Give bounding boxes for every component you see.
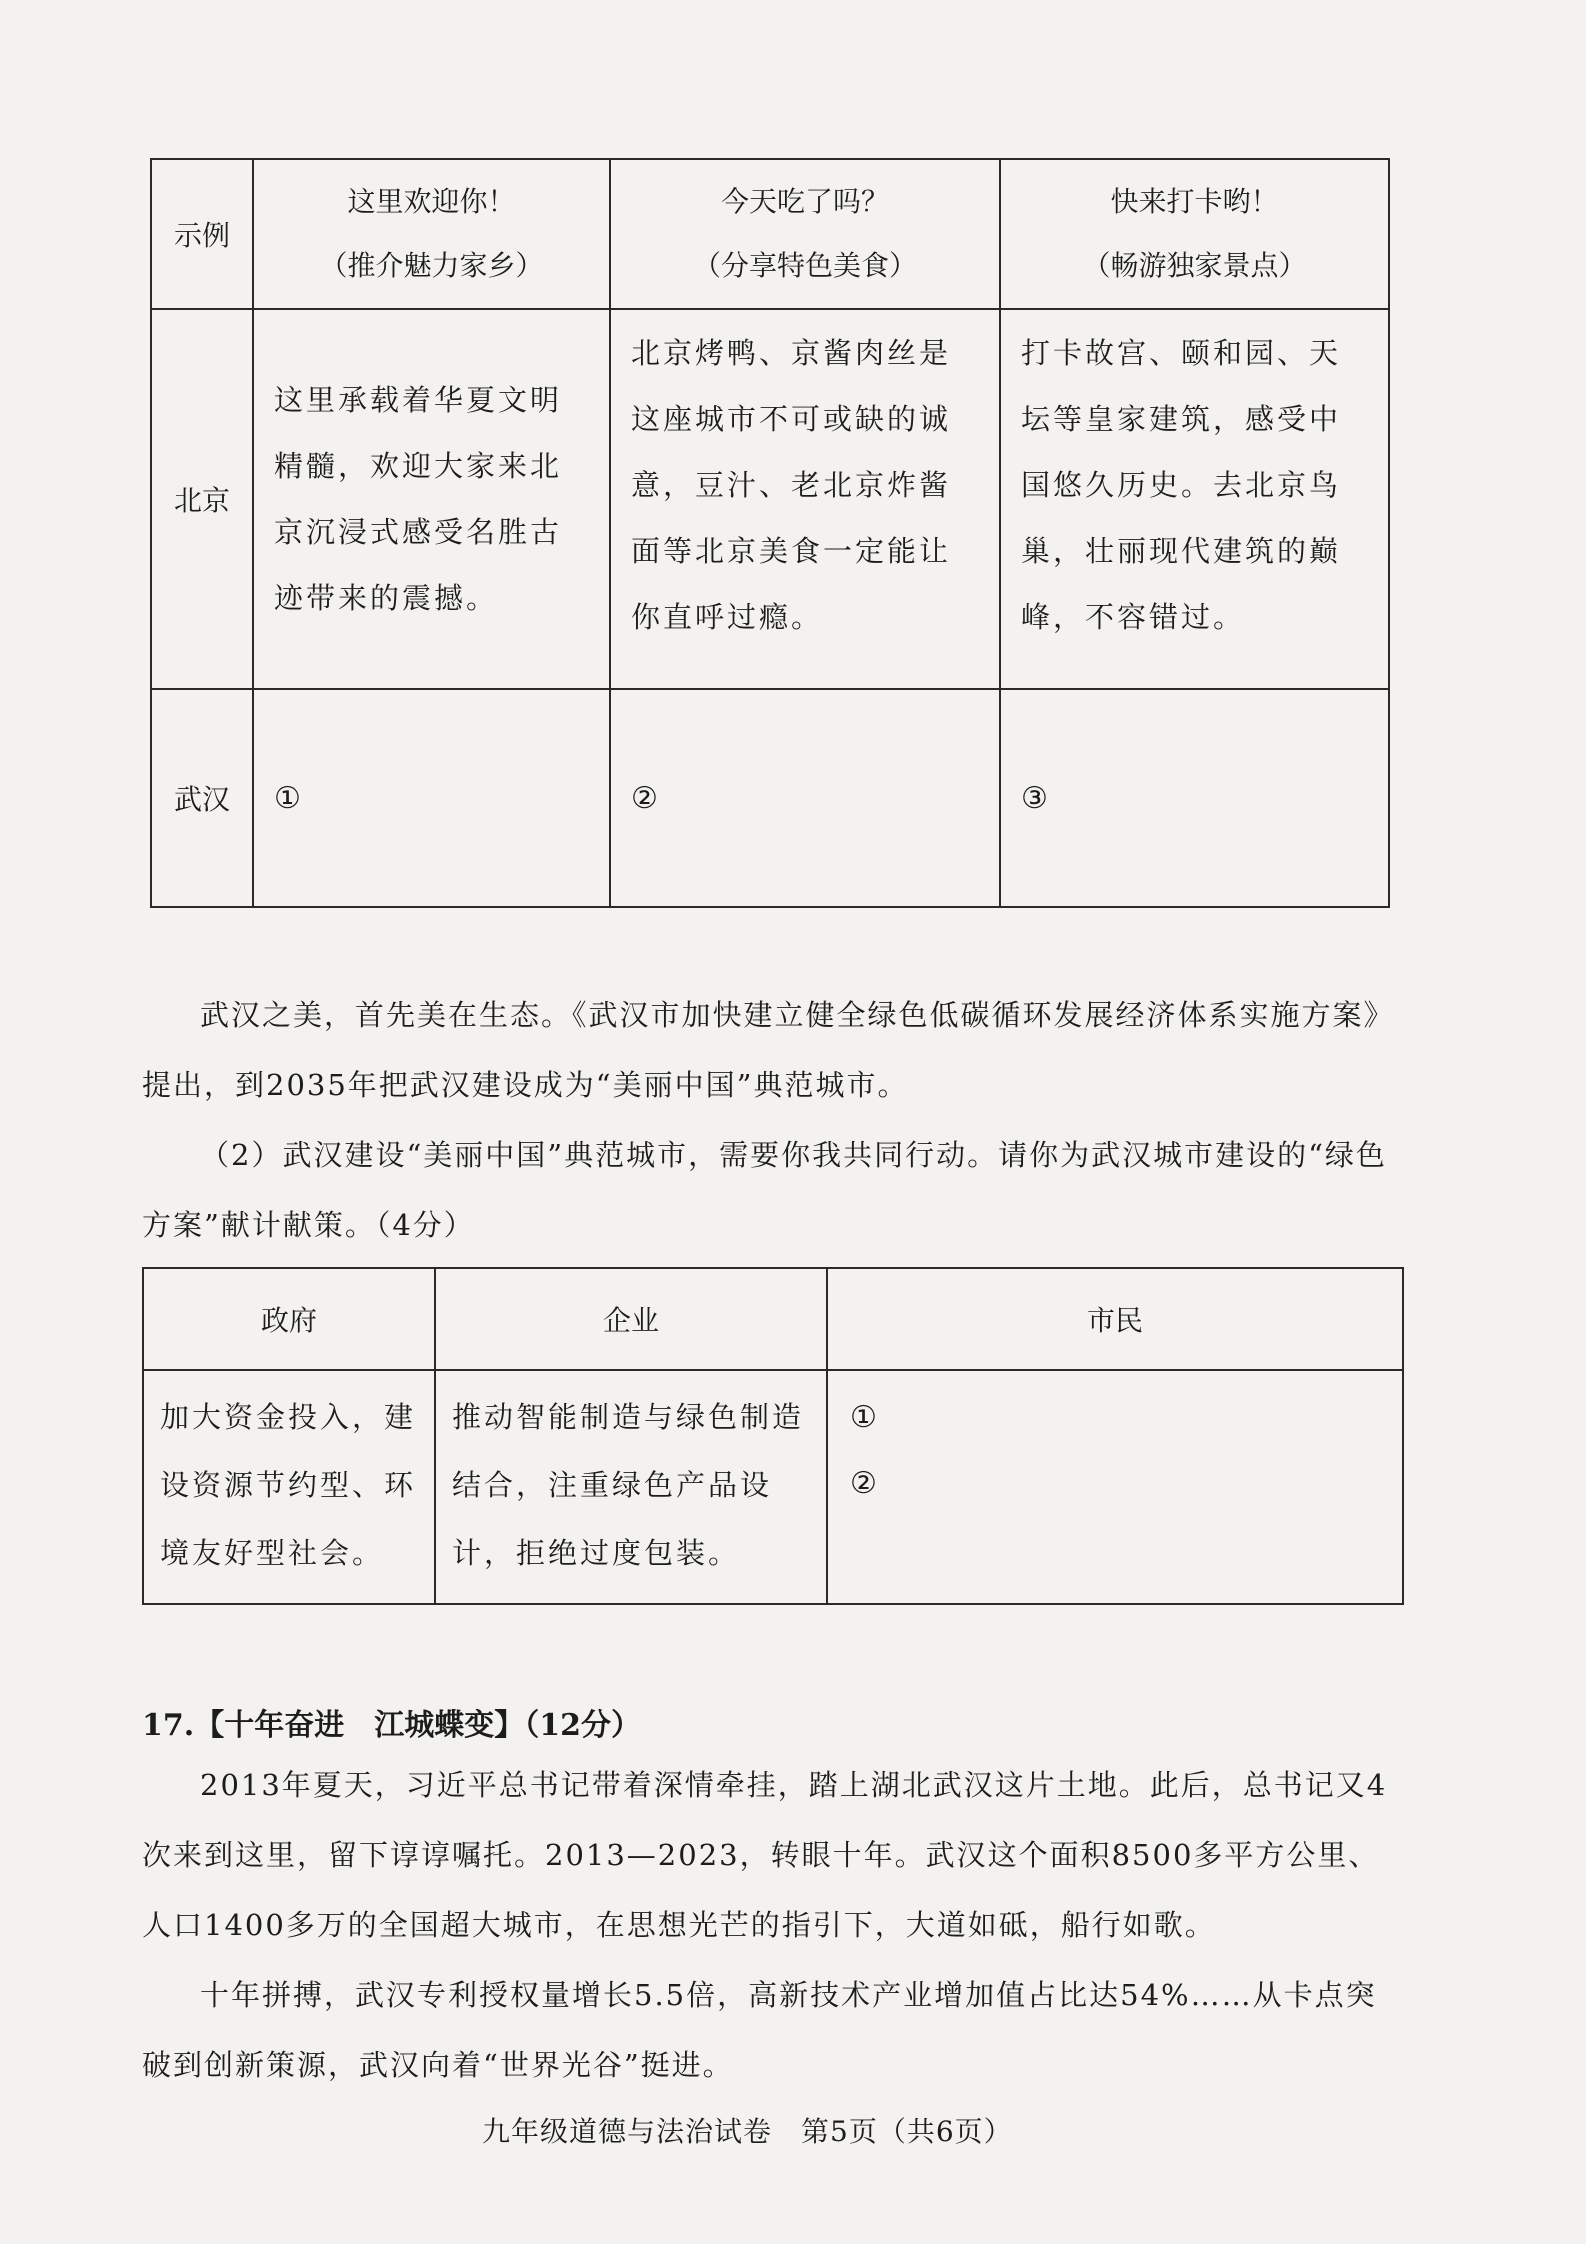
header-col1-line1: 这里欢迎你！ <box>347 185 516 218</box>
header-enterprise: 企业 <box>435 1268 827 1370</box>
enterprise-cell: 推动智能制造与绿色制造结合，注重绿色产品设计，拒绝过度包装。 <box>435 1370 827 1604</box>
header-citizen: 市民 <box>827 1268 1403 1370</box>
beijing-scenic-cell: 打卡故宫、颐和园、天坛等皇家建筑，感受中国悠久历史。去北京鸟巢，壮丽现代建筑的巅峰，不容错过。 <box>1000 309 1389 689</box>
row-label-example: 示例 <box>151 159 253 309</box>
table-row-beijing <box>151 309 1389 689</box>
government-cell: 加大资金投入，建设资源节约型、环境友好型社会。 <box>143 1370 435 1604</box>
table-header-row <box>151 159 1389 309</box>
innovation-paragraph: 十年拼搏，武汉专利授权量增长5.5倍，高新技术产业增加值占比达54%……从卡点突破到创新策源，武汉向着“世界光谷”挺进。 <box>142 1978 1377 2082</box>
table2-content-row <box>143 1370 1403 1604</box>
wuhan-answer-3: ③ <box>1000 689 1389 907</box>
green-plan-table <box>142 1267 1404 1605</box>
table-row-wuhan <box>151 689 1389 907</box>
row-label-wuhan: 武汉 <box>151 689 253 907</box>
beijing-food-cell: 北京烤鸭、京酱肉丝是这座城市不可或缺的诚意，豆汁、老北京炸酱面等北京美食一定能让你直呼过瘾。 <box>610 309 1000 689</box>
page-footer: 九年级道德与法治试卷 第5页（共6页） <box>482 2115 1013 2148</box>
wuhan-answer-1: ① <box>253 689 610 907</box>
header-col2-line2: （分享特色美食） <box>692 249 917 282</box>
wuhan-answer-2: ② <box>610 689 1000 907</box>
header-col-food <box>610 159 1000 309</box>
question-2: （2）武汉建设“美丽中国”典范城市，需要你我共同行动。请你为武汉城市建设的“绿色方案”献计献策。（4分） <box>142 1138 1387 1242</box>
header-col-hometown <box>253 159 610 309</box>
row-label-beijing: 北京 <box>151 309 253 689</box>
header-government: 政府 <box>143 1268 435 1370</box>
citizen-cell <box>827 1370 1403 1604</box>
header-col1-line2: （推介魅力家乡） <box>319 249 544 282</box>
ecology-paragraph: 武汉之美，首先美在生态。《武汉市加快建立健全绿色低碳循环发展经济体系实施方案》提出，到2035年把武汉建设成为“美丽中国”典范城市。 <box>142 998 1395 1102</box>
city-example-table <box>150 158 1390 908</box>
header-col2-line1: 今天吃了吗？ <box>720 185 889 218</box>
beijing-hometown-cell: 这里承载着华夏文明精髓，欢迎大家来北京沉浸式感受名胜古迹带来的震撼。 <box>253 309 610 689</box>
header-col3-line2: （畅游独家景点） <box>1082 249 1307 282</box>
citizen-answer-1: ① <box>850 1400 877 1435</box>
table2-header-row <box>143 1268 1403 1370</box>
decade-paragraph: 2013年夏天，习近平总书记带着深情牵挂，踏上湖北武汉这片土地。此后，总书记又4次来到这里，留下谆谆嘱托。2013—2023，转眼十年。武汉这个面积8500多平方公里、人口1400多万的全国超大城市，在思想光芒的指引下，大道如砥，船行如歌。 <box>142 1768 1388 1942</box>
question-17-title: 17.【十年奋进 江城蝶变】（12分） <box>142 1708 641 1743</box>
citizen-answer-2: ② <box>850 1466 877 1501</box>
header-col-scenic <box>1000 159 1389 309</box>
header-col3-line1: 快来打卡哟！ <box>1110 185 1279 218</box>
